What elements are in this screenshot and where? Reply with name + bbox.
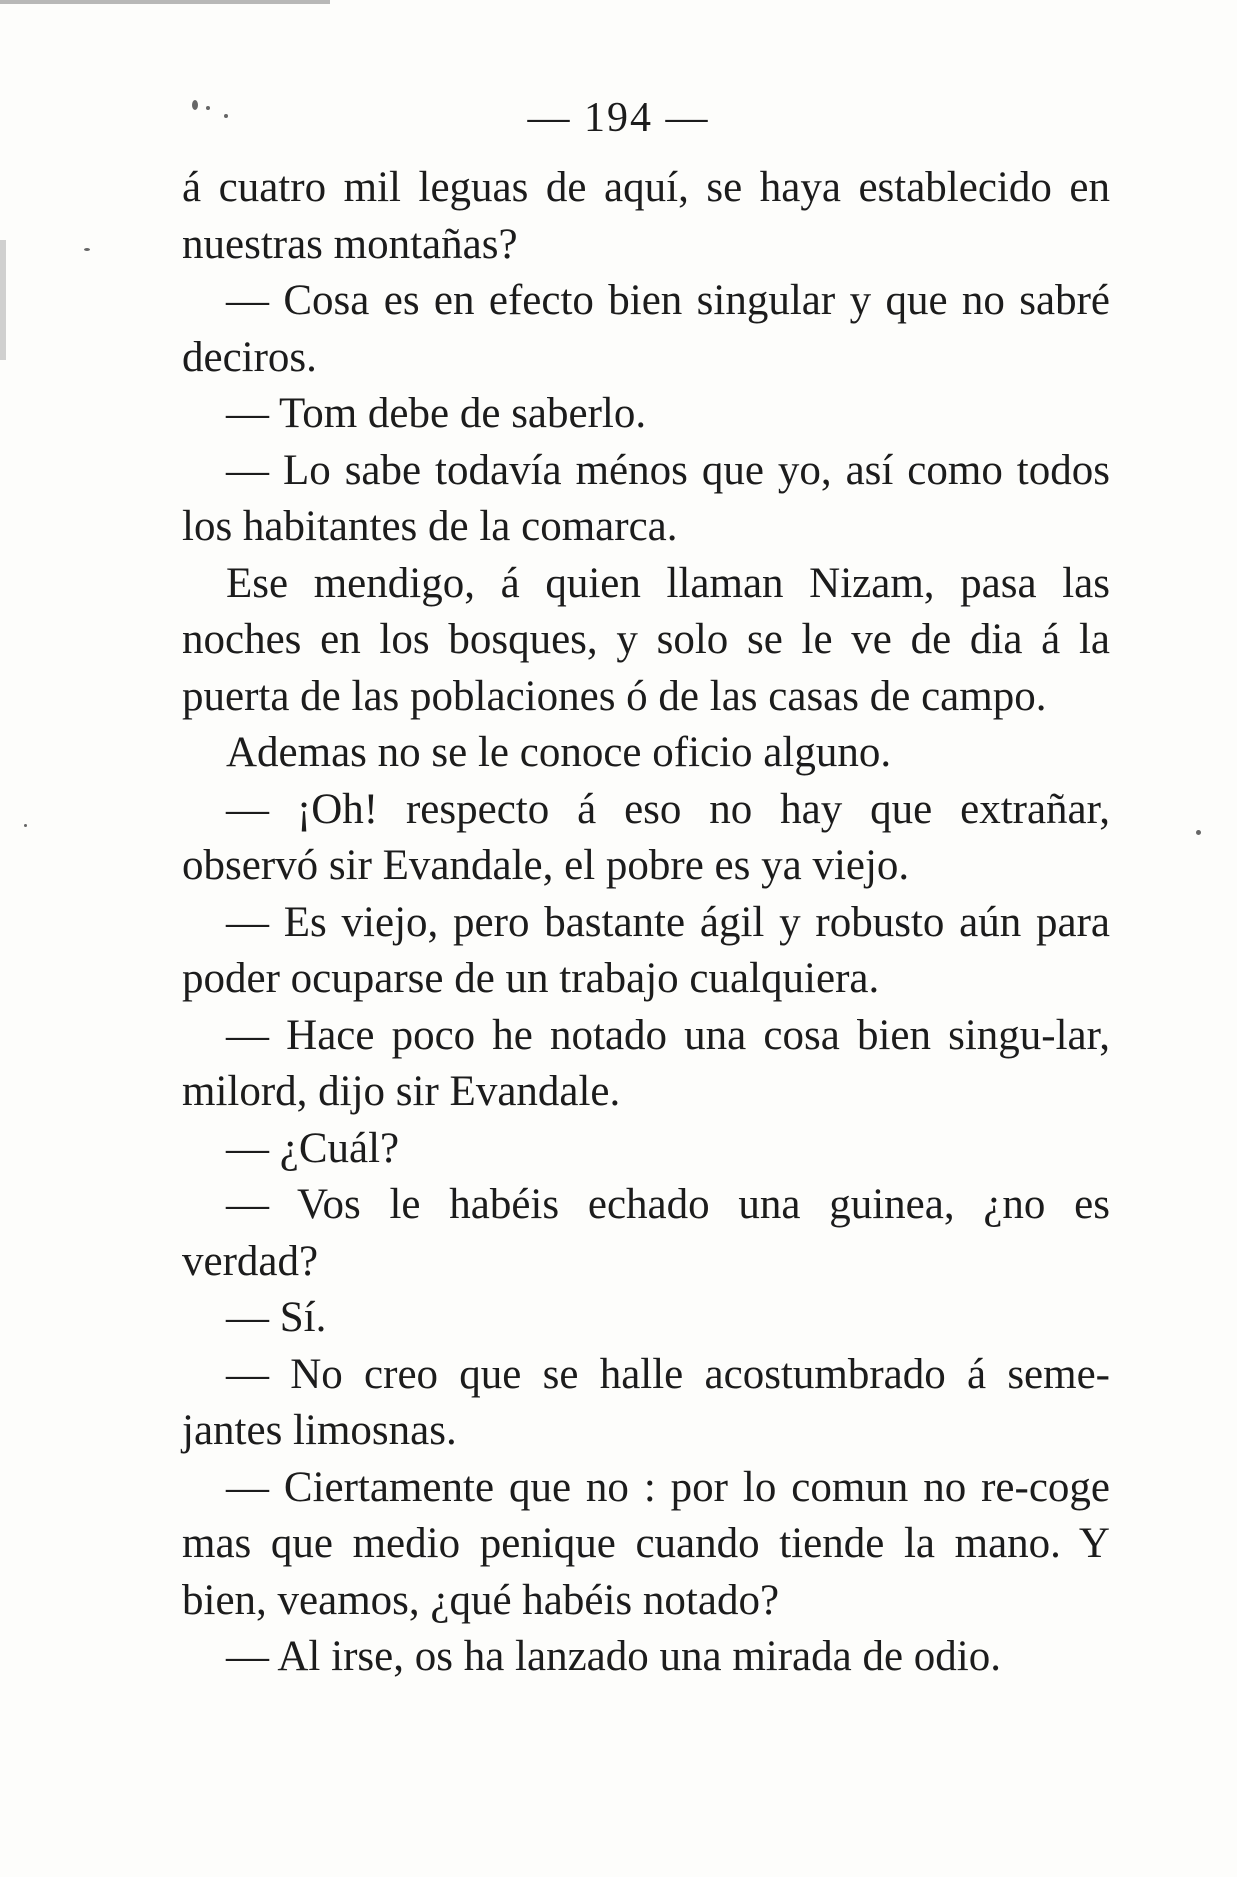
page-body <box>182 160 1110 1686</box>
paragraph: — Vos le habéis echado una guinea, ¿no es verdad? <box>182 1181 1110 1285</box>
paragraph: á cuatro mil leguas de aquí, se haya establecido en nuestras montañas? <box>182 164 1110 268</box>
paragraph: — Es viejo, pero bastante ágil y robusto aún para poder ocuparse de un trabajo cualquiera. <box>182 898 1110 1002</box>
paragraph: — Lo sabe todavía ménos que yo, así como todos los habitantes de la comarca. <box>182 446 1110 550</box>
paragraph: — Ciertamente que no : por lo comun no re-coge mas que medio penique cuando tiende la mano. Y bien, veamos, ¿qué habéis notado? <box>182 1463 1110 1624</box>
scan-margin-mark <box>0 240 6 360</box>
page-number: — 194 — <box>527 95 710 141</box>
paragraph: — Al irse, os ha lanzado una mirada de odio. <box>226 1633 1001 1680</box>
paragraph: — Tom debe de saberlo. <box>226 390 647 437</box>
paragraph: — Sí. <box>226 1294 327 1341</box>
paragraph: — No creo que se halle acostumbrado á seme-jantes limosnas. <box>182 1350 1110 1454</box>
paragraph: — ¿Cuál? <box>226 1124 400 1172</box>
paragraph: — Cosa es en efecto bien singular y que no sabré deciros. <box>182 277 1110 381</box>
ink-speck <box>1196 830 1201 835</box>
ink-speck <box>24 824 27 827</box>
paragraph: Ese mendigo, á quien llaman Nizam, pasa las noches en los bosques, y solo se le ve de dia á la puerta de las poblaciones ó de las casas de campo. <box>182 559 1110 720</box>
paragraph: — Hace poco he notado una cosa bien singu-lar, milord, dijo sir Evandale. <box>182 1011 1110 1115</box>
paragraph: Ademas no se le conoce oficio alguno. <box>226 729 892 776</box>
scan-edge-mark <box>0 0 330 4</box>
paragraph: — ¡Oh! respecto á eso no hay que extrañar, observó sir Evandale, el pobre es ya viejo. <box>182 785 1110 889</box>
ink-speck <box>84 248 90 251</box>
